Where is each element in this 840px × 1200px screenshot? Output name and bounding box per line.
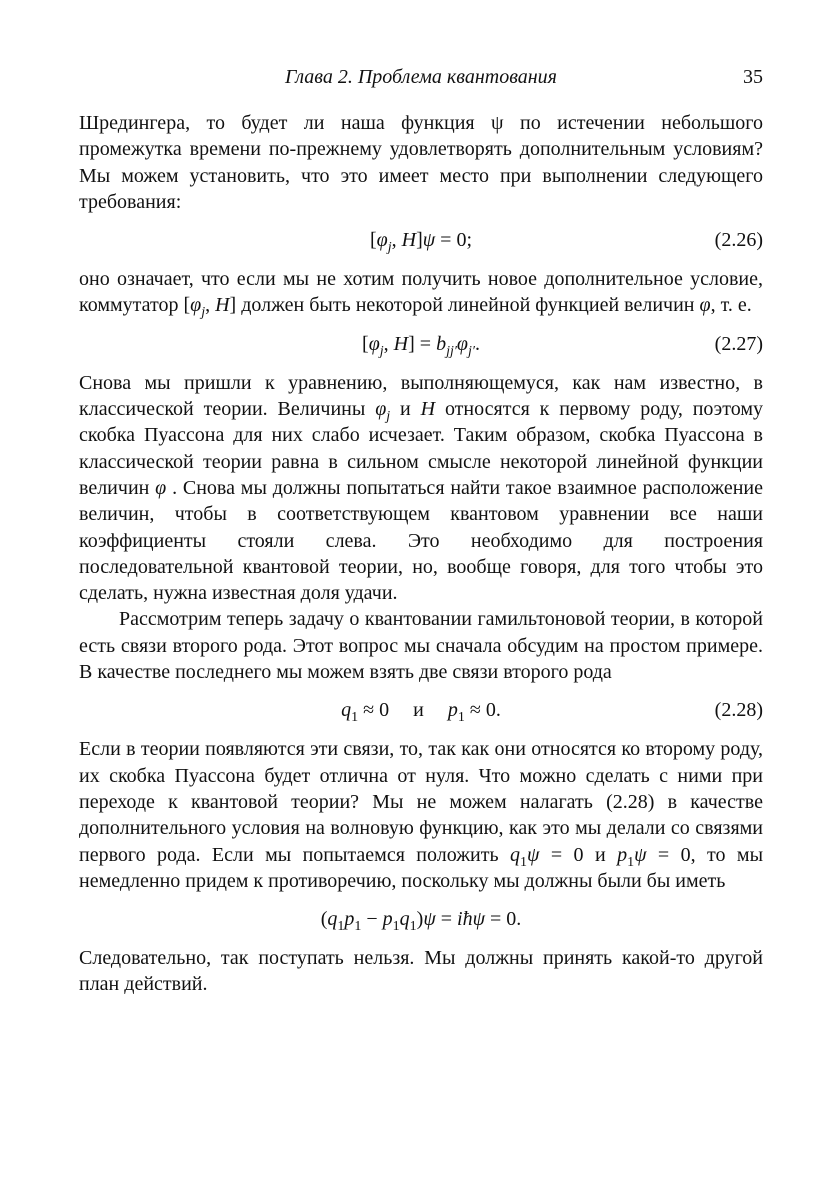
text-run: относятся к первому роду, поэтому скобка Пуассона для них слабо исчезает. Таким образом, скобка Пуассона в классической теории равна в сильном смысле некоторой линейной функции величин: [79, 398, 764, 499]
text-run: и: [390, 398, 421, 421]
equation-formula: [$\varphi_j$, H]ψ = 0;: [369, 229, 473, 256]
equation-number: (2.28): [714, 699, 763, 722]
paragraph-5: Если в теории появляются эти связи, то, так как они относятся ко второму роду, их скобка Пуассона будет отлична от нуля. Что можно сделать с ними при переходе к квантовой теории? Мы не можем налагать (2.28) в качестве дополнительного условия на волновую функцию, как это мы делали со связями первого рода. Если мы попытаемся положить $q_1\psi = 0$ и $p_1\psi = 0$, то мы немедленно придем к противоречию, поскольку мы должны были бы иметь: [79, 738, 764, 892]
text-run: должен быть некоторой линейной функцией величин: [236, 294, 700, 317]
text-run: Если в теории появляются эти связи, то, так как они относятся ко второму роду, их скобка Пуассона будет отлична от нуля. Что можно сделать с ними при переходе к квантовой теории? Мы не можем налагать (2.28) в качестве дополнительного условия на волновую функцию, как это мы делали со связями первого рода. Если мы попытаемся положить: [79, 738, 763, 866]
equation-2-26: [79, 221, 763, 259]
chapter-title: Глава 2. Проблема квантования: [285, 66, 557, 88]
page-number: 35: [743, 66, 763, 88]
equation-number: (2.27): [714, 332, 763, 355]
paragraph-3: Снова мы пришли к уравнению, выполняющемуся, как нам известно, в классической теории. Величины $\varphi_j$ и H относятся к первому роду, поэтому скобка Пуассона для них слабо исчезает. Таким образом, скобка Пуассона в классической теории равна в сильном смысле некоторой линейной функции величин φ . Снова мы должны попытаться найти такое взаимное расположение величин, чтобы в соответствующем квантовом уравнении все наши коэффициенты стояли слева. Это необходимо для построения последовательной квантовой теории, но, вообще говоря, для того чтобы это сделать, нужна известная доля удачи.: [79, 371, 764, 605]
equation-2-27: [79, 325, 763, 363]
paragraph-1: Шредингера, то будет ли наша функция ψ по истечении небольшого промежутка времени по-прежнему удовлетворять дополнительным условиям? Мы можем установить, что это имеет место при выполнении следующего требования:: [79, 112, 763, 213]
text-run: , т. е.: [710, 294, 752, 317]
paragraph-2: оно означает, что если мы не хотим получить новое дополнительное условие, коммутатор [$\varphi_j$, H] должен быть некоторой линейной функцией величин φ, т. е.: [79, 268, 763, 321]
running-head: [0, 66, 840, 90]
equation-formula: $(q_1p_1 - p_1q_1)\psi$ = iħψ = 0.: [320, 908, 522, 935]
equation-commutator: [79, 900, 763, 938]
equation-formula: $q_1 \approx 0$ и $p_1 \approx 0$.: [341, 699, 501, 726]
equation-number: (2.26): [714, 229, 763, 252]
paragraph-4: Рассмотрим теперь задачу о квантовании гамильтоновой теории, в которой есть связи второго рода. Этот вопрос мы сначала обсудим на простом примере. В качестве последнего мы можем взять две связи второго рода: [79, 608, 763, 684]
equation-2-28: [79, 691, 763, 729]
text-run: и: [583, 843, 618, 866]
text-run: . Снова мы должны попытаться найти такое взаимное расположение величин, чтобы в соответствующем квантовом уравнении все наши коэффициенты стояли слева. Это необходимо для построения последовательной квантовой теории, но, вообще говоря, для того чтобы это сделать, нужна известная доля удачи.: [79, 476, 763, 605]
equation-conjunction: и: [413, 699, 424, 722]
page-body: [79, 110, 763, 998]
text-run: оно означает, что если мы не хотим получить новое дополнительное условие, коммутатор: [79, 268, 763, 317]
equation-formula: [$\varphi_j$, $H] = b_{jj'}\varphi_{j'}$.: [362, 332, 480, 359]
text-run: , то мы немедленно придем к противоречию, поскольку мы должны были бы иметь: [79, 843, 764, 892]
paragraph-6: Следовательно, так поступать нельзя. Мы должны принять какой-то другой план действий.: [79, 947, 763, 996]
text-run: Снова мы пришли к уравнению, выполняющемуся, как нам известно, в классической теории. Величины: [79, 371, 763, 421]
